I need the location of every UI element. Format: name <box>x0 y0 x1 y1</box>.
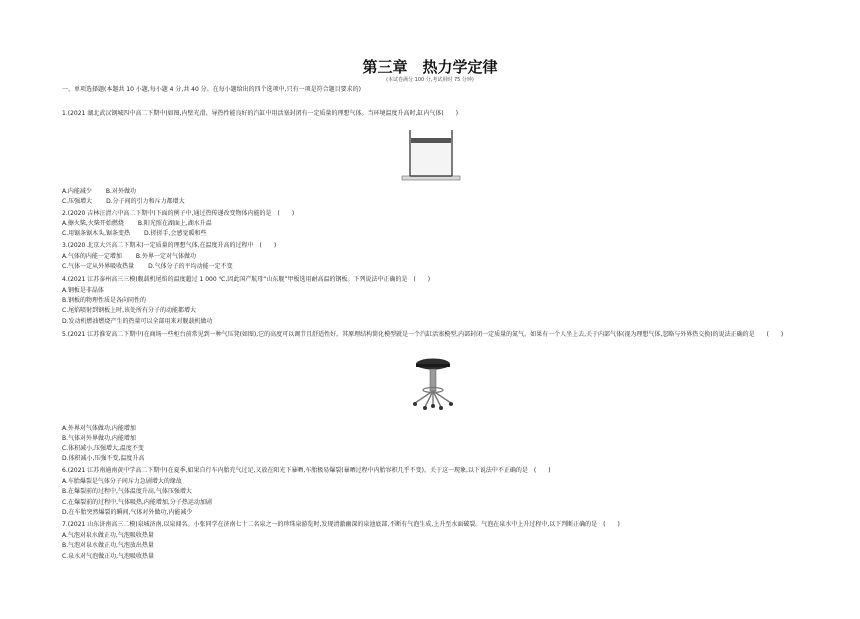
q5-option-c: C.体积减小,压强增大,温度不变 <box>62 445 144 452</box>
q4-option-c: C.尾焰喷射到钢板上时,该处所有分子的动能都增大 <box>62 307 197 314</box>
q1-stem: 1.(2021 湖北武汉钢城四中高二下期中)如图,内壁光滑、导热性能良好的汽缸中用活塞封闭有一定质量的理想气体。当环境温度升高时,缸内气体( ) <box>62 110 459 117</box>
q1-option-c: C.压强增大 <box>62 198 93 205</box>
q6-option-b: B.在爆裂前的过程中,气体温度升高,气体压强增大 <box>62 488 192 495</box>
q6-option-d: D.在车胎突然爆裂的瞬间,气体对外做功,内能减少 <box>62 509 193 516</box>
q4-option-a: A.钢板是非晶体 <box>62 287 104 294</box>
q6-option-a: A.车胎爆裂是气体分子间斥力急剧增大的缘故 <box>62 478 182 485</box>
q1-options-ab <box>62 188 136 196</box>
q3-option-a: A.气体的内能一定增加 <box>62 253 122 260</box>
q4-stem: 4.(2021 江苏泰州高三三模)舰载机尾焰的温度超过 1 000 ℃,因此国产航母“山东舰”甲板选用耐高温的钢板。下列说法中正确的是 ( ) <box>62 276 431 283</box>
q2-option-b: B.阳光照在湖面上,湖水升温 <box>137 220 212 227</box>
q7-option-b: B.气泡对泉水做正功,气泡放出热量 <box>62 542 154 549</box>
q3-stem: 3.(2020 北京大兴高二下期末)一定质量的理想气体,在温度升高的过程中 ( ) <box>62 242 277 249</box>
q3-option-d: D.气体分子的平均动能一定不变 <box>148 263 233 270</box>
q3-option-b: B.外界一定对气体做功 <box>135 253 196 260</box>
q2-option-d: D.搓搓手,会感觉暖和些 <box>144 230 207 237</box>
q2-option-c: C.用锯条锯木头,锯条变热 <box>62 230 131 237</box>
q7-stem: 7.(2021 山东济南高三二模)泉城济南,以泉闻名。小张同学在济南七十二名泉之一的珍珠泉游览时,发现清澈幽深的泉池底部,不断有气泡生成,上升至水面破裂。气泡在泉水中上升过程中,以下判断正确的是 ( ) <box>62 521 620 528</box>
q6-stem: 6.(2021 江苏南通南黄中学高二下期中)在夏季,如果自行车内胎充气过足,又放在阳光下暴晒,车胎极易爆裂(暴晒过程中内胎容积几乎不变)。关于这一现象,以下说法中不正确的是 ( ) <box>62 467 551 474</box>
q1-option-b: B.对外做功 <box>105 188 136 195</box>
q2-options-cd <box>62 230 206 238</box>
q2-stem: 2.(2020 吉林汪清六中高二下期中)下面的例子中,通过热传递改变物体内能的是 ( ) <box>62 210 295 217</box>
cylinder-piston-figure <box>400 122 462 184</box>
q3-options-ab <box>62 253 196 261</box>
exam-meta: (本试卷满分 100 分,考试用时 75 分钟) <box>386 77 474 83</box>
q7-option-c: C.泉水对气泡做正功,气泡吸收热量 <box>62 553 155 560</box>
q1-options-cd <box>62 198 185 206</box>
q5-option-a: A.外界对气体做功,内能增加 <box>62 425 136 432</box>
q1-option-d: D.分子间的引力和斥力都增大 <box>106 198 185 205</box>
q5-option-d: D.体积减小,压强不变,温度升高 <box>62 455 145 462</box>
q4-option-d: D.发动机燃油燃烧产生的热量可以全部用来对舰载机做功 <box>62 318 213 325</box>
chapter-title: 第三章 热力学定律 <box>362 58 498 76</box>
q2-options-ab <box>62 220 212 228</box>
q6-option-c: C.在爆裂前的过程中,气体吸热,内能增加,分子热运动加剧 <box>62 499 212 506</box>
q3-options-cd <box>62 263 233 271</box>
q7-option-a: A.气泡对泉水做正功,气泡吸收热量 <box>62 532 154 539</box>
q3-option-c: C.气体一定从外界吸收热量 <box>62 263 135 270</box>
q2-option-a: A.擦火柴,火柴开始燃烧 <box>62 220 124 227</box>
q1-option-a: A.内能减少 <box>62 188 92 195</box>
pneumatic-stool-figure <box>405 357 461 413</box>
q5-option-b: B.气体对外界做功,内能增加 <box>62 435 136 442</box>
q5-stem: 5.(2021 江苏淮安高二下期中)在商场一些柜台前常见到一种气压凳(如图),它的高度可以调节且舒适性好。其原理结构简化模型就是一个汽缸活塞模型,内部封闭一定质量的氮气。如果有一个人坐上去,关于内部气体(视为理想气体,忽略与外界热交换)的说法正确的是 ( ) <box>62 331 784 338</box>
section-heading: 一、单项选择题(本题共 10 小题,每小题 4 分,共 40 分。在每小题给出的四个选项中,只有一项是符合题目要求的) <box>62 86 361 93</box>
q4-option-b: B.钢板的物理性质是各向同性的 <box>62 297 147 304</box>
